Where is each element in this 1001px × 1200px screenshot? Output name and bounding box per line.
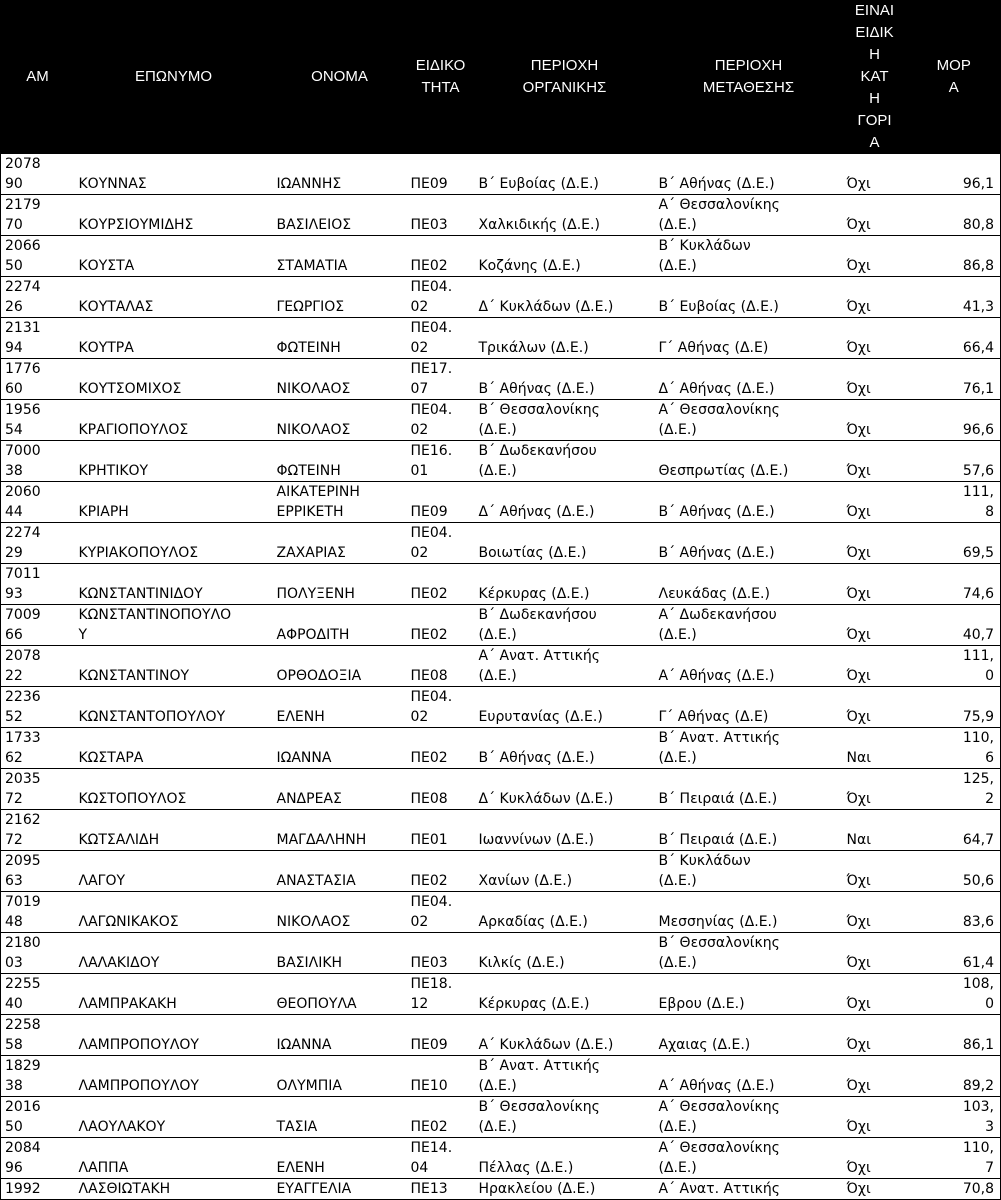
cell-organic-area: Δ΄ Κυκλάδων (Δ.Ε.) xyxy=(475,769,655,810)
cell-surname: ΛΑΛΑΚΙΔΟΥ xyxy=(75,933,273,974)
table-row xyxy=(1,236,1001,277)
cell-special-category: Όχι xyxy=(843,646,907,687)
cell-am: 7000 38 xyxy=(1,441,75,482)
cell-am: 2236 52 xyxy=(1,687,75,728)
cell-am: 7011 93 xyxy=(1,564,75,605)
cell-specialty: ΠΕ01 xyxy=(407,810,475,851)
cell-transfer-area: Β΄ Ευβοίας (Δ.Ε.) xyxy=(655,277,843,318)
header-surname: ΕΠΩΝΥΜΟ xyxy=(75,0,273,154)
table-row xyxy=(1,318,1001,359)
cell-points: 75,9 xyxy=(907,687,1001,728)
cell-name: ΤΑΣΙΑ xyxy=(273,1097,407,1138)
cell-transfer-area: Β΄ Αθήνας (Δ.Ε.) xyxy=(655,523,843,564)
cell-specialty: ΠΕ16. 01 xyxy=(407,441,475,482)
cell-organic-area: Β΄ Ευβοίας (Δ.Ε.) xyxy=(475,154,655,195)
table-row xyxy=(1,154,1001,195)
cell-points: 57,6 xyxy=(907,441,1001,482)
cell-specialty: ΠΕ04. 02 xyxy=(407,687,475,728)
cell-surname: ΚΩΝΣΤΑΝΤΙΝΙΔΟΥ xyxy=(75,564,273,605)
cell-special-category: Όχι xyxy=(843,687,907,728)
cell-surname: ΚΡΗΤΙΚΟΥ xyxy=(75,441,273,482)
cell-special-category: Όχι xyxy=(843,605,907,646)
cell-surname: ΚΩΣΤΟΠΟΥΛΟΣ xyxy=(75,769,273,810)
cell-transfer-area: Β΄ Αθήνας (Δ.Ε.) xyxy=(655,482,843,523)
cell-transfer-area: Δ΄ Αθήνας (Δ.Ε.) xyxy=(655,359,843,400)
cell-transfer-area: Β΄ Αθήνας (Δ.Ε.) xyxy=(655,154,843,195)
cell-points: 103, 3 xyxy=(907,1097,1001,1138)
table-row xyxy=(1,646,1001,687)
table-row xyxy=(1,1097,1001,1138)
cell-special-category: Όχι xyxy=(843,154,907,195)
cell-am: 1733 62 xyxy=(1,728,75,769)
cell-points: 110, 7 xyxy=(907,1138,1001,1179)
cell-name: ΖΑΧΑΡΙΑΣ xyxy=(273,523,407,564)
cell-points: 66,4 xyxy=(907,318,1001,359)
cell-points: 76,1 xyxy=(907,359,1001,400)
cell-am: 2035 72 xyxy=(1,769,75,810)
cell-points: 89,2 xyxy=(907,1056,1001,1097)
cell-organic-area: Χανίων (Δ.Ε.) xyxy=(475,851,655,892)
cell-transfer-area: Α΄ Θεσσαλονίκης (Δ.Ε.) xyxy=(655,1097,843,1138)
cell-special-category: Όχι xyxy=(843,1015,907,1056)
cell-organic-area: Δ΄ Αθήνας (Δ.Ε.) xyxy=(475,482,655,523)
cell-organic-area: Ιωαννίνων (Δ.Ε.) xyxy=(475,810,655,851)
cell-surname: ΚΥΡΙΑΚΟΠΟΥΛΟΣ xyxy=(75,523,273,564)
cell-am: 2179 70 xyxy=(1,195,75,236)
table-row xyxy=(1,1056,1001,1097)
cell-specialty: ΠΕ10 xyxy=(407,1056,475,1097)
table-header xyxy=(1,0,1001,154)
cell-specialty: ΠΕ03 xyxy=(407,195,475,236)
cell-specialty: ΠΕ08 xyxy=(407,769,475,810)
cell-am: 1829 38 xyxy=(1,1056,75,1097)
table-row xyxy=(1,933,1001,974)
cell-organic-area: Β΄ Αθήνας (Δ.Ε.) xyxy=(475,728,655,769)
cell-special-category: Όχι xyxy=(843,1056,907,1097)
cell-organic-area: Αρκαδίας (Δ.Ε.) xyxy=(475,892,655,933)
cell-transfer-area: Α΄ Δωδεκανήσου (Δ.Ε.) xyxy=(655,605,843,646)
cell-am: 2066 50 xyxy=(1,236,75,277)
cell-am: 2162 72 xyxy=(1,810,75,851)
table-row xyxy=(1,1179,1001,1200)
table-row xyxy=(1,769,1001,810)
cell-name: ΣΤΑΜΑΤΙΑ xyxy=(273,236,407,277)
cell-organic-area: Κέρκυρας (Δ.Ε.) xyxy=(475,564,655,605)
cell-transfer-area: Β΄ Κυκλάδων (Δ.Ε.) xyxy=(655,236,843,277)
cell-name: ΕΛΕΝΗ xyxy=(273,1138,407,1179)
table-row xyxy=(1,195,1001,236)
cell-specialty: ΠΕ09 xyxy=(407,154,475,195)
cell-am: 2255 40 xyxy=(1,974,75,1015)
cell-organic-area: Β΄ Θεσσαλονίκης (Δ.Ε.) xyxy=(475,400,655,441)
cell-points: 108, 0 xyxy=(907,974,1001,1015)
cell-surname: ΛΑΓΩΝΙΚΑΚΟΣ xyxy=(75,892,273,933)
cell-name: ΟΡΘΟΔΟΞΙΑ xyxy=(273,646,407,687)
cell-special-category: Όχι xyxy=(843,933,907,974)
cell-special-category: Όχι xyxy=(843,195,907,236)
cell-points: 96,6 xyxy=(907,400,1001,441)
cell-name: ΑΦΡΟΔΙΤΗ xyxy=(273,605,407,646)
cell-organic-area: Β΄ Ανατ. Αττικής (Δ.Ε.) xyxy=(475,1056,655,1097)
cell-surname: ΚΟΥΣΤΑ xyxy=(75,236,273,277)
cell-transfer-area: Μεσσηνίας (Δ.Ε.) xyxy=(655,892,843,933)
cell-points: 40,7 xyxy=(907,605,1001,646)
table-row xyxy=(1,359,1001,400)
cell-specialty: ΠΕ08 xyxy=(407,646,475,687)
cell-specialty: ΠΕ13 xyxy=(407,1179,475,1200)
cell-surname: ΚΟΥΤΣΟΜΙΧΟΣ xyxy=(75,359,273,400)
cell-points: 111, 0 xyxy=(907,646,1001,687)
table-row xyxy=(1,1138,1001,1179)
cell-am: 1992 xyxy=(1,1179,75,1200)
cell-points: 61,4 xyxy=(907,933,1001,974)
cell-surname: ΛΑΓΟΥ xyxy=(75,851,273,892)
header-row xyxy=(1,0,1001,154)
cell-transfer-area: Λευκάδας (Δ.Ε.) xyxy=(655,564,843,605)
table-row xyxy=(1,482,1001,523)
cell-special-category: Όχι xyxy=(843,318,907,359)
table-row xyxy=(1,687,1001,728)
cell-am: 7019 48 xyxy=(1,892,75,933)
cell-organic-area: Β΄ Δωδεκανήσου (Δ.Ε.) xyxy=(475,605,655,646)
cell-am: 2078 22 xyxy=(1,646,75,687)
cell-organic-area: Δ΄ Κυκλάδων (Δ.Ε.) xyxy=(475,277,655,318)
cell-special-category: Όχι xyxy=(843,769,907,810)
cell-special-category: Όχι xyxy=(843,277,907,318)
cell-points: 125, 2 xyxy=(907,769,1001,810)
cell-points: 50,6 xyxy=(907,851,1001,892)
cell-transfer-area: Β΄ Πειραιά (Δ.Ε.) xyxy=(655,810,843,851)
cell-specialty: ΠΕ17. 07 xyxy=(407,359,475,400)
table-row xyxy=(1,441,1001,482)
cell-special-category: Όχι xyxy=(843,400,907,441)
cell-organic-area: Χαλκιδικής (Δ.Ε.) xyxy=(475,195,655,236)
cell-surname: ΛΑΜΠΡΟΠΟΥΛΟΥ xyxy=(75,1056,273,1097)
cell-special-category: Όχι xyxy=(843,564,907,605)
cell-points: 83,6 xyxy=(907,892,1001,933)
cell-transfer-area: Γ΄ Αθήνας (Δ.Ε) xyxy=(655,318,843,359)
cell-transfer-area: Θεσπρωτίας (Δ.Ε.) xyxy=(655,441,843,482)
cell-organic-area: Α΄ Κυκλάδων (Δ.Ε.) xyxy=(475,1015,655,1056)
cell-name: ΟΛΥΜΠΙΑ xyxy=(273,1056,407,1097)
cell-specialty: ΠΕ14. 04 xyxy=(407,1138,475,1179)
cell-special-category: Όχι xyxy=(843,1138,907,1179)
table-row xyxy=(1,892,1001,933)
cell-name: ΕΛΕΝΗ xyxy=(273,687,407,728)
cell-am: 1956 54 xyxy=(1,400,75,441)
cell-name: ΕΥΑΓΓΕΛΙΑ xyxy=(273,1179,407,1200)
cell-specialty: ΠΕ03 xyxy=(407,933,475,974)
cell-specialty: ΠΕ02 xyxy=(407,605,475,646)
cell-transfer-area: Α΄ Θεσσαλονίκης (Δ.Ε.) xyxy=(655,400,843,441)
cell-organic-area: Α΄ Ανατ. Αττικής (Δ.Ε.) xyxy=(475,646,655,687)
cell-name: ΙΩΑΝΝΑ xyxy=(273,1015,407,1056)
cell-transfer-area: Γ΄ Αθήνας (Δ.Ε) xyxy=(655,687,843,728)
cell-organic-area: Β΄ Αθήνας (Δ.Ε.) xyxy=(475,359,655,400)
cell-surname: ΚΩΣΤΑΡΑ xyxy=(75,728,273,769)
cell-points: 111, 8 xyxy=(907,482,1001,523)
table-row xyxy=(1,400,1001,441)
cell-name: ΙΩΑΝΝΑ xyxy=(273,728,407,769)
cell-special-category: Όχι xyxy=(843,441,907,482)
cell-special-category: Όχι xyxy=(843,892,907,933)
cell-transfer-area: Β΄ Ανατ. Αττικής (Δ.Ε.) xyxy=(655,728,843,769)
cell-transfer-area: Α΄ Αθήνας (Δ.Ε.) xyxy=(655,1056,843,1097)
cell-specialty: ΠΕ02 xyxy=(407,851,475,892)
cell-points: 86,1 xyxy=(907,1015,1001,1056)
cell-points: 64,7 xyxy=(907,810,1001,851)
cell-special-category: Ναι xyxy=(843,728,907,769)
cell-special-category: Όχι xyxy=(843,1179,907,1200)
cell-surname: ΚΩΝΣΤΑΝΤΙΝΟΠΟΥΛΟ Υ xyxy=(75,605,273,646)
cell-transfer-area: Α΄ Θεσσαλονίκης (Δ.Ε.) xyxy=(655,1138,843,1179)
cell-name: ΒΑΣΙΛΕΙΟΣ xyxy=(273,195,407,236)
header-am: AM xyxy=(1,0,75,154)
cell-special-category: Όχι xyxy=(843,523,907,564)
cell-transfer-area: Αχαιας (Δ.Ε.) xyxy=(655,1015,843,1056)
cell-name: ΑΝΑΣΤΑΣΙΑ xyxy=(273,851,407,892)
cell-am: 2084 96 xyxy=(1,1138,75,1179)
cell-surname: ΛΑΟΥΛΑΚΟΥ xyxy=(75,1097,273,1138)
cell-surname: ΚΟΥΤΑΛΑΣ xyxy=(75,277,273,318)
cell-name: ΜΑΓΔΑΛΗΝΗ xyxy=(273,810,407,851)
cell-specialty: ΠΕ04. 02 xyxy=(407,400,475,441)
cell-special-category: Όχι xyxy=(843,1097,907,1138)
table-row xyxy=(1,605,1001,646)
cell-transfer-area: Α΄ Ανατ. Αττικής xyxy=(655,1179,843,1200)
cell-name: ΠΟΛΥΞΕΝΗ xyxy=(273,564,407,605)
cell-specialty: ΠΕ04. 02 xyxy=(407,318,475,359)
header-special-category: ΕΙΝΑΙ ΕΙΔΙΚ Η ΚΑΤ Η ΓΟΡΙ Α xyxy=(843,0,907,154)
header-specialty: ΕΙΔΙΚΟ ΤΗΤΑ xyxy=(407,0,475,154)
cell-specialty: ΠΕ09 xyxy=(407,482,475,523)
cell-specialty: ΠΕ02 xyxy=(407,564,475,605)
cell-points: 41,3 xyxy=(907,277,1001,318)
cell-special-category: Ναι xyxy=(843,810,907,851)
cell-points: 74,6 xyxy=(907,564,1001,605)
cell-organic-area: Κοζάνης (Δ.Ε.) xyxy=(475,236,655,277)
cell-am: 2016 50 xyxy=(1,1097,75,1138)
cell-transfer-area: Β΄ Κυκλάδων (Δ.Ε.) xyxy=(655,851,843,892)
table-row xyxy=(1,523,1001,564)
table-row xyxy=(1,728,1001,769)
cell-surname: ΛΑΣΘΙΩΤΑΚΗ xyxy=(75,1179,273,1200)
cell-surname: ΚΟΥΤΡΑ xyxy=(75,318,273,359)
cell-special-category: Όχι xyxy=(843,236,907,277)
cell-specialty: ΠΕ09 xyxy=(407,1015,475,1056)
cell-name: ΝΙΚΟΛΑΟΣ xyxy=(273,400,407,441)
cell-organic-area: Ηρακλείου (Δ.Ε.) xyxy=(475,1179,655,1200)
cell-surname: ΛΑΠΠΑ xyxy=(75,1138,273,1179)
table-row xyxy=(1,277,1001,318)
cell-transfer-area: Εβρου (Δ.Ε.) xyxy=(655,974,843,1015)
cell-organic-area: Β΄ Θεσσαλονίκης (Δ.Ε.) xyxy=(475,1097,655,1138)
cell-name: ΦΩΤΕΙΝΗ xyxy=(273,318,407,359)
cell-points: 70,8 xyxy=(907,1179,1001,1200)
cell-name: ΝΙΚΟΛΑΟΣ xyxy=(273,892,407,933)
table-row xyxy=(1,1015,1001,1056)
cell-name: ΝΙΚΟΛΑΟΣ xyxy=(273,359,407,400)
cell-transfer-area: Β΄ Πειραιά (Δ.Ε.) xyxy=(655,769,843,810)
cell-surname: ΚΟΥΝΝΑΣ xyxy=(75,154,273,195)
cell-surname: ΛΑΜΠΡΟΠΟΥΛΟΥ xyxy=(75,1015,273,1056)
cell-am: 2180 03 xyxy=(1,933,75,974)
cell-organic-area: Β΄ Δωδεκανήσου (Δ.Ε.) xyxy=(475,441,655,482)
table-row xyxy=(1,810,1001,851)
cell-transfer-area: Α΄ Αθήνας (Δ.Ε.) xyxy=(655,646,843,687)
cell-surname: ΚΟΥΡΣΙΟΥΜΙΔΗΣ xyxy=(75,195,273,236)
cell-organic-area: Βοιωτίας (Δ.Ε.) xyxy=(475,523,655,564)
cell-am: 2274 29 xyxy=(1,523,75,564)
cell-organic-area: Κιλκίς (Δ.Ε.) xyxy=(475,933,655,974)
cell-points: 110, 6 xyxy=(907,728,1001,769)
table-row xyxy=(1,851,1001,892)
cell-surname: ΛΑΜΠΡΑΚΑΚΗ xyxy=(75,974,273,1015)
cell-special-category: Όχι xyxy=(843,851,907,892)
cell-specialty: ΠΕ04. 02 xyxy=(407,277,475,318)
cell-name: ΑΝΔΡΕΑΣ xyxy=(273,769,407,810)
cell-specialty: ΠΕ18. 12 xyxy=(407,974,475,1015)
header-organic-area: ΠΕΡΙΟΧΗ ΟΡΓΑΝΙΚΗΣ xyxy=(475,0,655,154)
header-transfer-area: ΠΕΡΙΟΧΗ ΜΕΤΑΘΕΣΗΣ xyxy=(655,0,843,154)
cell-specialty: ΠΕ02 xyxy=(407,728,475,769)
cell-points: 96,1 xyxy=(907,154,1001,195)
cell-surname: ΚΡΙΑΡΗ xyxy=(75,482,273,523)
cell-transfer-area: Α΄ Θεσσαλονίκης (Δ.Ε.) xyxy=(655,195,843,236)
cell-organic-area: Τρικάλων (Δ.Ε.) xyxy=(475,318,655,359)
cell-am: 2131 94 xyxy=(1,318,75,359)
cell-specialty: ΠΕ02 xyxy=(407,1097,475,1138)
cell-am: 7009 66 xyxy=(1,605,75,646)
cell-specialty: ΠΕ04. 02 xyxy=(407,523,475,564)
header-name: ΟΝΟΜΑ xyxy=(273,0,407,154)
cell-specialty: ΠΕ02 xyxy=(407,236,475,277)
cell-am: 1776 60 xyxy=(1,359,75,400)
cell-organic-area: Πέλλας (Δ.Ε.) xyxy=(475,1138,655,1179)
cell-am: 2060 44 xyxy=(1,482,75,523)
cell-name: ΓΕΩΡΓΙΟΣ xyxy=(273,277,407,318)
cell-points: 69,5 xyxy=(907,523,1001,564)
cell-special-category: Όχι xyxy=(843,482,907,523)
cell-name: ΒΑΣΙΛΙΚΗ xyxy=(273,933,407,974)
cell-am: 2274 26 xyxy=(1,277,75,318)
cell-surname: ΚΩΝΣΤΑΝΤΟΠΟΥΛΟΥ xyxy=(75,687,273,728)
cell-am: 2258 58 xyxy=(1,1015,75,1056)
cell-special-category: Όχι xyxy=(843,974,907,1015)
cell-surname: ΚΡΑΓΙΟΠΟΥΛΟΣ xyxy=(75,400,273,441)
header-points: ΜΟΡ Α xyxy=(907,0,1001,154)
cell-organic-area: Ευρυτανίας (Δ.Ε.) xyxy=(475,687,655,728)
table-row xyxy=(1,564,1001,605)
table-body xyxy=(1,154,1001,1200)
cell-transfer-area: Β΄ Θεσσαλονίκης (Δ.Ε.) xyxy=(655,933,843,974)
cell-points: 86,8 xyxy=(907,236,1001,277)
cell-special-category: Όχι xyxy=(843,359,907,400)
cell-am: 2078 90 xyxy=(1,154,75,195)
cell-specialty: ΠΕ04. 02 xyxy=(407,892,475,933)
cell-points: 80,8 xyxy=(907,195,1001,236)
cell-am: 2095 63 xyxy=(1,851,75,892)
cell-surname: ΚΩΝΣΤΑΝΤΙΝΟΥ xyxy=(75,646,273,687)
cell-name: ΑΙΚΑΤΕΡΙΝΗ ΕΡΡΙΚΕΤΗ xyxy=(273,482,407,523)
cell-organic-area: Κέρκυρας (Δ.Ε.) xyxy=(475,974,655,1015)
cell-name: ΘΕΟΠΟΥΛΑ xyxy=(273,974,407,1015)
table-row xyxy=(1,974,1001,1015)
cell-name: ΦΩΤΕΙΝΗ xyxy=(273,441,407,482)
cell-name: ΙΩΑΝΝΗΣ xyxy=(273,154,407,195)
cell-surname: ΚΩΤΣΑΛΙΔΗ xyxy=(75,810,273,851)
